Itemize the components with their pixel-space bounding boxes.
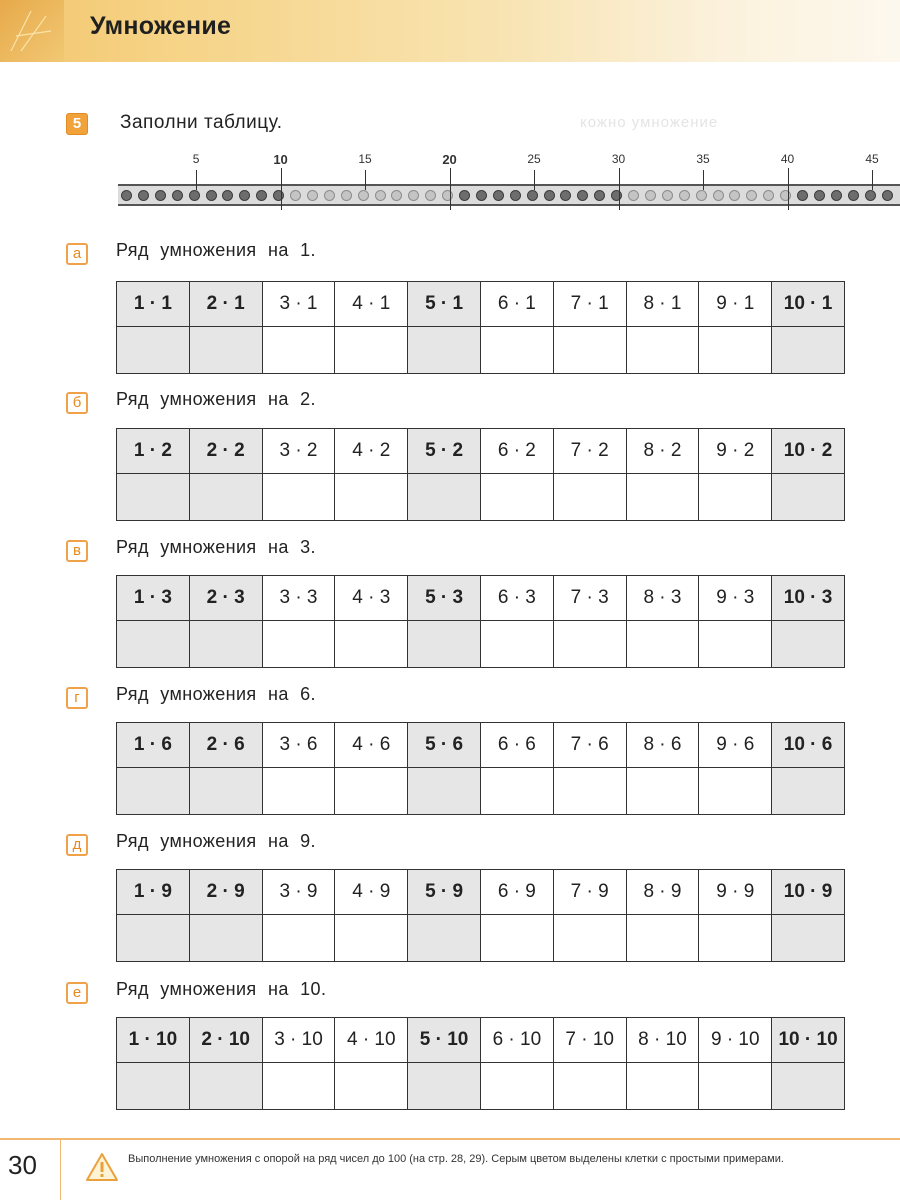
answer-row bbox=[117, 474, 845, 521]
answer-cell[interactable] bbox=[117, 621, 190, 668]
answer-cell[interactable] bbox=[335, 768, 408, 815]
ruler-tick-label: 25 bbox=[527, 152, 541, 166]
ruler-tick-mark bbox=[534, 170, 535, 190]
expression-cell: 9 · 9 bbox=[699, 870, 772, 915]
multiplication-table bbox=[116, 281, 845, 374]
answer-cell[interactable] bbox=[772, 474, 845, 521]
task-instruction: Заполни таблицу. bbox=[120, 112, 283, 133]
expression-cell: 1 · 3 bbox=[117, 576, 190, 621]
bead bbox=[408, 190, 419, 201]
bead bbox=[831, 190, 842, 201]
expression-cell: 4 · 2 bbox=[335, 429, 408, 474]
page-number: 30 bbox=[8, 1150, 37, 1180]
bead bbox=[256, 190, 267, 201]
expression-cell: 6 · 1 bbox=[480, 282, 553, 327]
bead bbox=[797, 190, 808, 201]
expression-cell: 9 · 2 bbox=[699, 429, 772, 474]
number-line-ruler bbox=[118, 152, 900, 210]
answer-cell[interactable] bbox=[626, 474, 699, 521]
expression-cell: 5 · 10 bbox=[408, 1018, 481, 1063]
expression-cell: 4 · 10 bbox=[335, 1018, 408, 1063]
bead bbox=[746, 190, 757, 201]
bead bbox=[645, 190, 656, 201]
answer-cell[interactable] bbox=[626, 327, 699, 374]
row-label: Ряд умножения на 1. bbox=[116, 240, 316, 260]
answer-cell[interactable] bbox=[117, 768, 190, 815]
expression-cell: 5 · 9 bbox=[408, 870, 481, 915]
row-label: Ряд умножения на 6. bbox=[116, 684, 316, 704]
bead bbox=[544, 190, 555, 201]
answer-cell[interactable] bbox=[772, 1063, 845, 1110]
answer-cell[interactable] bbox=[699, 915, 772, 962]
expression-cell: 2 · 2 bbox=[189, 429, 262, 474]
answer-cell[interactable] bbox=[480, 621, 553, 668]
answer-cell[interactable] bbox=[699, 768, 772, 815]
bead bbox=[780, 190, 791, 201]
row-letter-badge: а bbox=[66, 243, 88, 265]
answer-cell[interactable] bbox=[408, 327, 481, 374]
answer-cell[interactable] bbox=[772, 327, 845, 374]
bead bbox=[324, 190, 335, 201]
expression-cell: 10 · 3 bbox=[772, 576, 845, 621]
expression-cell: 3 · 3 bbox=[262, 576, 335, 621]
expression-cell: 9 · 10 bbox=[699, 1018, 772, 1063]
expression-row bbox=[117, 429, 845, 474]
ruler-tick-label: 30 bbox=[611, 152, 626, 166]
expression-cell: 6 · 3 bbox=[480, 576, 553, 621]
answer-cell[interactable] bbox=[553, 474, 626, 521]
ruler-tick-mark bbox=[872, 170, 873, 190]
answer-cell[interactable] bbox=[553, 327, 626, 374]
bead bbox=[696, 190, 707, 201]
bead bbox=[493, 190, 504, 201]
answer-row bbox=[117, 768, 845, 815]
row-letter-badge: д bbox=[66, 834, 88, 856]
answer-cell[interactable] bbox=[335, 327, 408, 374]
expression-cell: 7 · 6 bbox=[553, 723, 626, 768]
row-label: Ряд умножения на 3. bbox=[116, 537, 316, 557]
expression-row bbox=[117, 576, 845, 621]
expression-cell: 8 · 3 bbox=[626, 576, 699, 621]
bead bbox=[763, 190, 774, 201]
answer-cell[interactable] bbox=[408, 621, 481, 668]
bead bbox=[172, 190, 183, 201]
expression-cell: 4 · 1 bbox=[335, 282, 408, 327]
answer-cell[interactable] bbox=[262, 1063, 335, 1110]
answer-cell[interactable] bbox=[553, 621, 626, 668]
bead bbox=[865, 190, 876, 201]
expression-cell: 6 · 6 bbox=[480, 723, 553, 768]
bead bbox=[442, 190, 453, 201]
bead bbox=[155, 190, 166, 201]
row-label: Ряд умножения на 10. bbox=[116, 979, 327, 999]
answer-cell[interactable] bbox=[189, 915, 262, 962]
expression-cell: 8 · 6 bbox=[626, 723, 699, 768]
bead bbox=[848, 190, 859, 201]
row-letter-badge: г bbox=[66, 687, 88, 709]
answer-row bbox=[117, 915, 845, 962]
bleed-through-text: кожно умножение bbox=[580, 114, 719, 131]
expression-cell: 9 · 3 bbox=[699, 576, 772, 621]
expression-cell: 9 · 1 bbox=[699, 282, 772, 327]
expression-cell: 10 · 10 bbox=[772, 1018, 845, 1063]
expression-cell: 2 · 6 bbox=[189, 723, 262, 768]
answer-cell[interactable] bbox=[480, 1063, 553, 1110]
expression-cell: 1 · 6 bbox=[117, 723, 190, 768]
expression-cell: 3 · 6 bbox=[262, 723, 335, 768]
expression-cell: 2 · 1 bbox=[189, 282, 262, 327]
bead bbox=[459, 190, 470, 201]
expression-cell: 3 · 2 bbox=[262, 429, 335, 474]
multiplication-table bbox=[116, 1017, 845, 1110]
bead-bar bbox=[118, 184, 900, 206]
chapter-title: Умножение bbox=[90, 12, 232, 40]
answer-cell[interactable] bbox=[117, 1063, 190, 1110]
answer-cell[interactable] bbox=[117, 327, 190, 374]
bead bbox=[391, 190, 402, 201]
bead bbox=[729, 190, 740, 201]
answer-cell[interactable] bbox=[480, 915, 553, 962]
answer-cell[interactable] bbox=[189, 327, 262, 374]
answer-row bbox=[117, 327, 845, 374]
answer-cell[interactable] bbox=[262, 474, 335, 521]
expression-row bbox=[117, 870, 845, 915]
bead bbox=[239, 190, 250, 201]
expression-cell: 9 · 6 bbox=[699, 723, 772, 768]
expression-cell: 8 · 9 bbox=[626, 870, 699, 915]
expression-cell: 2 · 3 bbox=[189, 576, 262, 621]
expression-cell: 3 · 10 bbox=[262, 1018, 335, 1063]
bead bbox=[713, 190, 724, 201]
bead bbox=[577, 190, 588, 201]
bead bbox=[307, 190, 318, 201]
ruler-tick-mark bbox=[450, 168, 451, 210]
multiplication-table bbox=[116, 869, 845, 962]
answer-cell[interactable] bbox=[553, 768, 626, 815]
answer-cell[interactable] bbox=[335, 1063, 408, 1110]
bead bbox=[611, 190, 622, 201]
answer-cell[interactable] bbox=[699, 474, 772, 521]
answer-cell[interactable] bbox=[408, 1063, 481, 1110]
bead bbox=[273, 190, 284, 201]
answer-cell[interactable] bbox=[189, 474, 262, 521]
expression-cell: 3 · 9 bbox=[262, 870, 335, 915]
expression-cell: 1 · 9 bbox=[117, 870, 190, 915]
answer-cell[interactable] bbox=[335, 621, 408, 668]
answer-cell[interactable] bbox=[262, 621, 335, 668]
answer-cell[interactable] bbox=[480, 327, 553, 374]
ruler-tick-label: 45 bbox=[865, 152, 879, 166]
answer-cell[interactable] bbox=[699, 327, 772, 374]
answer-cell[interactable] bbox=[117, 915, 190, 962]
expression-cell: 10 · 1 bbox=[772, 282, 845, 327]
expression-cell: 6 · 2 bbox=[480, 429, 553, 474]
answer-cell[interactable] bbox=[772, 768, 845, 815]
answer-cell[interactable] bbox=[699, 1063, 772, 1110]
expression-cell: 7 · 10 bbox=[553, 1018, 626, 1063]
ruler-tick-label: 10 bbox=[273, 152, 288, 167]
bead bbox=[358, 190, 369, 201]
answer-cell[interactable] bbox=[699, 621, 772, 668]
ruler-tick-label: 20 bbox=[442, 152, 457, 167]
chapter-header bbox=[0, 0, 900, 62]
ruler-tick-mark bbox=[365, 170, 366, 190]
ruler-tick-mark bbox=[619, 168, 620, 210]
ruler-tick-mark bbox=[788, 168, 789, 210]
expression-row bbox=[117, 1018, 845, 1063]
expression-cell: 10 · 6 bbox=[772, 723, 845, 768]
bead bbox=[662, 190, 673, 201]
answer-cell[interactable] bbox=[408, 474, 481, 521]
answer-cell[interactable] bbox=[262, 327, 335, 374]
row-letter-badge: б bbox=[66, 392, 88, 414]
ruler-tick-mark bbox=[703, 170, 704, 190]
expression-cell: 4 · 9 bbox=[335, 870, 408, 915]
answer-row bbox=[117, 1063, 845, 1110]
expression-cell: 7 · 9 bbox=[553, 870, 626, 915]
bead bbox=[476, 190, 487, 201]
bead bbox=[206, 190, 217, 201]
header-corner-decoration bbox=[0, 0, 64, 62]
answer-cell[interactable] bbox=[335, 915, 408, 962]
ruler-tick-label: 40 bbox=[780, 152, 795, 166]
expression-cell: 2 · 10 bbox=[189, 1018, 262, 1063]
multiplication-table bbox=[116, 722, 845, 815]
bead bbox=[527, 190, 538, 201]
expression-cell: 7 · 3 bbox=[553, 576, 626, 621]
expression-cell: 5 · 6 bbox=[408, 723, 481, 768]
expression-cell: 6 · 9 bbox=[480, 870, 553, 915]
row-label: Ряд умножения на 9. bbox=[116, 831, 316, 851]
answer-cell[interactable] bbox=[553, 915, 626, 962]
answer-cell[interactable] bbox=[553, 1063, 626, 1110]
answer-cell[interactable] bbox=[408, 768, 481, 815]
answer-row bbox=[117, 621, 845, 668]
answer-cell[interactable] bbox=[262, 768, 335, 815]
bead bbox=[814, 190, 825, 201]
expression-cell: 10 · 2 bbox=[772, 429, 845, 474]
expression-cell: 10 · 9 bbox=[772, 870, 845, 915]
teacher-note: Выполнение умножения с опорой на ряд чисел до 100 (на стр. 28, 29). Серым цветом выделены клетки с простыми примерами. bbox=[128, 1153, 784, 1165]
expression-cell: 8 · 2 bbox=[626, 429, 699, 474]
expression-cell: 5 · 2 bbox=[408, 429, 481, 474]
expression-row bbox=[117, 723, 845, 768]
expression-cell: 7 · 2 bbox=[553, 429, 626, 474]
answer-cell[interactable] bbox=[117, 474, 190, 521]
bead bbox=[628, 190, 639, 201]
bead bbox=[560, 190, 571, 201]
bead bbox=[882, 190, 893, 201]
bead bbox=[189, 190, 200, 201]
footer-vertical-divider bbox=[60, 1140, 61, 1200]
expression-cell: 8 · 10 bbox=[626, 1018, 699, 1063]
task-number-badge: 5 bbox=[66, 113, 88, 135]
expression-row bbox=[117, 282, 845, 327]
answer-cell[interactable] bbox=[480, 768, 553, 815]
expression-cell: 8 · 1 bbox=[626, 282, 699, 327]
ruler-tick-label: 15 bbox=[358, 152, 372, 166]
expression-cell: 4 · 6 bbox=[335, 723, 408, 768]
expression-cell: 5 · 1 bbox=[408, 282, 481, 327]
expression-cell: 6 · 10 bbox=[480, 1018, 553, 1063]
answer-cell[interactable] bbox=[772, 915, 845, 962]
expression-cell: 3 · 1 bbox=[262, 282, 335, 327]
ruler-tick-mark bbox=[281, 168, 282, 210]
expression-cell: 1 · 10 bbox=[117, 1018, 190, 1063]
expression-cell: 2 · 9 bbox=[189, 870, 262, 915]
bead bbox=[341, 190, 352, 201]
warning-icon bbox=[85, 1152, 119, 1182]
answer-cell[interactable] bbox=[189, 621, 262, 668]
bead bbox=[594, 190, 605, 201]
bead bbox=[510, 190, 521, 201]
bead bbox=[679, 190, 690, 201]
answer-cell[interactable] bbox=[772, 621, 845, 668]
multiplication-table bbox=[116, 575, 845, 668]
answer-cell[interactable] bbox=[626, 1063, 699, 1110]
bead bbox=[290, 190, 301, 201]
multiplication-table bbox=[116, 428, 845, 521]
expression-cell: 4 · 3 bbox=[335, 576, 408, 621]
expression-cell: 1 · 1 bbox=[117, 282, 190, 327]
row-letter-badge: е bbox=[66, 982, 88, 1004]
answer-cell[interactable] bbox=[189, 1063, 262, 1110]
ruler-tick-label: 35 bbox=[696, 152, 710, 166]
bead bbox=[375, 190, 386, 201]
answer-cell[interactable] bbox=[626, 621, 699, 668]
bead bbox=[121, 190, 132, 201]
answer-cell[interactable] bbox=[626, 915, 699, 962]
bead bbox=[138, 190, 149, 201]
expression-cell: 1 · 2 bbox=[117, 429, 190, 474]
answer-cell[interactable] bbox=[480, 474, 553, 521]
answer-cell[interactable] bbox=[408, 915, 481, 962]
bead bbox=[425, 190, 436, 201]
answer-cell[interactable] bbox=[262, 915, 335, 962]
answer-cell[interactable] bbox=[626, 768, 699, 815]
row-letter-badge: в bbox=[66, 540, 88, 562]
expression-cell: 7 · 1 bbox=[553, 282, 626, 327]
row-label: Ряд умножения на 2. bbox=[116, 389, 316, 409]
ruler-tick-mark bbox=[196, 170, 197, 190]
ruler-tick-label: 5 bbox=[192, 152, 200, 166]
expression-cell: 5 · 3 bbox=[408, 576, 481, 621]
bead bbox=[222, 190, 233, 201]
answer-cell[interactable] bbox=[335, 474, 408, 521]
answer-cell[interactable] bbox=[189, 768, 262, 815]
footer-divider bbox=[0, 1138, 900, 1140]
